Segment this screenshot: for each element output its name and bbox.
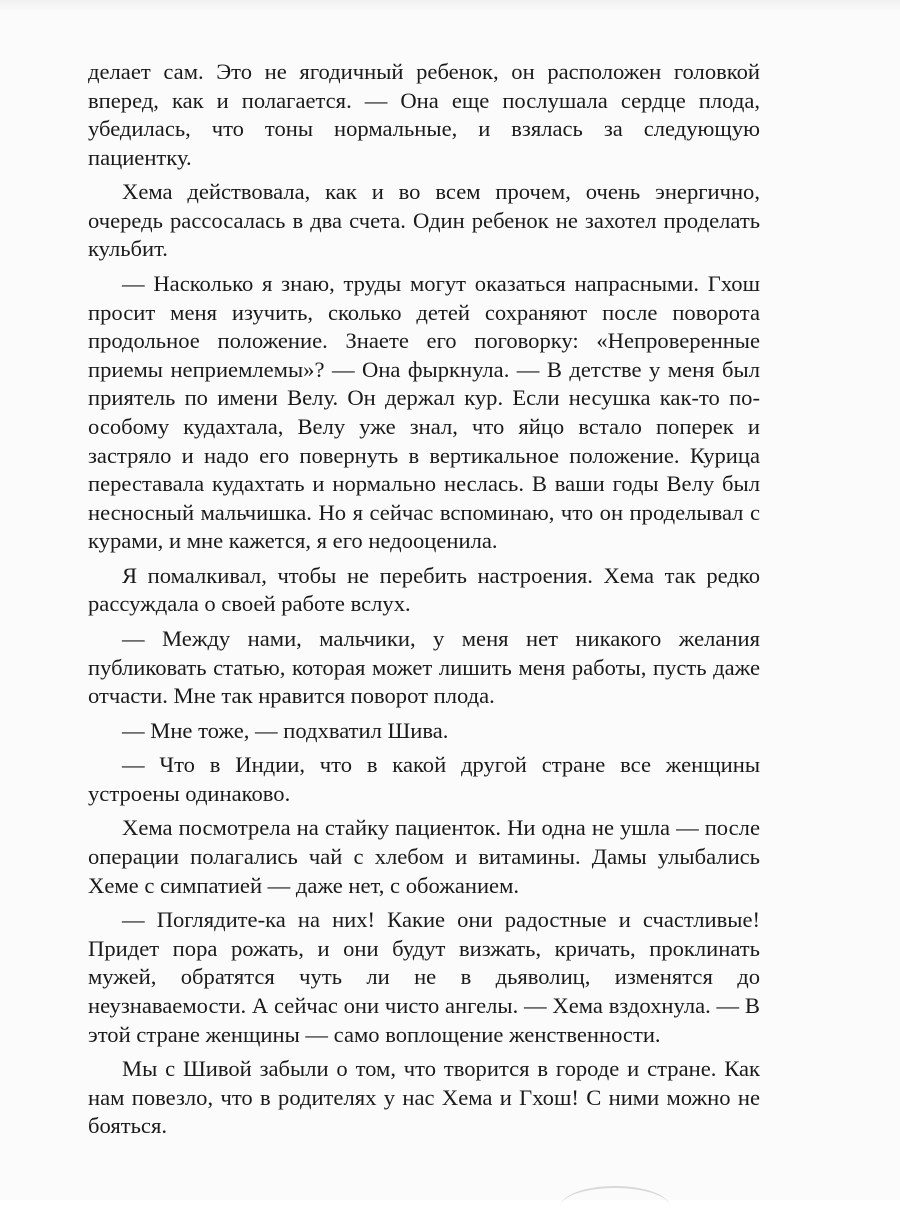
paragraph-4: Я помалкивал, чтобы не перебить настроения. Хема так редко рассуждала о своей работе вслух. [88, 562, 760, 617]
paragraph-10: Мы с Шивой забыли о том, что творится в городе и стране. Как нам повезло, что в родителях у нас Хема и Гхош! С ними можно не бояться. [88, 1056, 760, 1139]
paragraph-2: Хема действовала, как и во всем прочем, очень энергично, очередь рассосалась в два счета. Один ребенок не захотел проделать кульбит. [88, 179, 760, 262]
paragraph-6: — Мне тоже, — подхватил Шива. [122, 717, 449, 743]
paragraph-5: — Между нами, мальчики, у меня нет никакого желания публиковать статью, которая может лишить меня работы, пусть даже отчасти. Мне так нравится поворот плода. [88, 625, 760, 709]
page-text [88, 58, 760, 1147]
paragraph-9: — Поглядите-ка на них! Какие они радостные и счастливые! Придет пора рожать, и они будут визжать, кричать, проклинать мужей, обратятся чуть ли не в дьяволиц, изменятся до неузнаваемости. А сейчас они чисто ангелы. — Хема вздохнула. — В этой стране женщины — само воплощение женственности. [88, 907, 760, 1047]
paragraph-3: — Насколько я знаю, труды могут оказаться напрасными. Гхош просит меня изучить, сколько детей сохраняют после поворота продольное положение. Знаете его поговорку: «Непроверенные приемы неприемлемы»? — Она фыркнула. — В детстве у меня был приятель по имени Велу. Он держал кур. Если несушка как-то по-особому кудахтала, Велу уже знал, что яйцо встало поперек и застряло и надо его повернуть в вертикальное положение. Курица переставала кудахтать и нормально неслась. В ваши годы Велу был несносный мальчишка. Но я сейчас вспоминаю, что он проделывал с курами, и мне кажется, я его недооценила. [88, 271, 760, 554]
paragraph-8: Хема посмотрела на стайку пациенток. Ни одна не ушла — после операции полагались чай с хлебом и витамины. Дамы улыбались Хеме с симпатией — даже нет, с обожанием. [88, 815, 760, 898]
paragraph-1: делает сам. Это не ягодичный ребенок, он расположен головкой вперед, как и полагается. — Она еще послушала сердце плода, убедилась, что тоны нормальные, и взялась за следующую пациентку. [88, 59, 760, 170]
page-curl-decoration [560, 1186, 670, 1228]
paragraph-7: — Что в Индии, что в какой другой стране все женщины устроены одинаково. [88, 752, 760, 806]
page-top-shadow [0, 0, 900, 12]
